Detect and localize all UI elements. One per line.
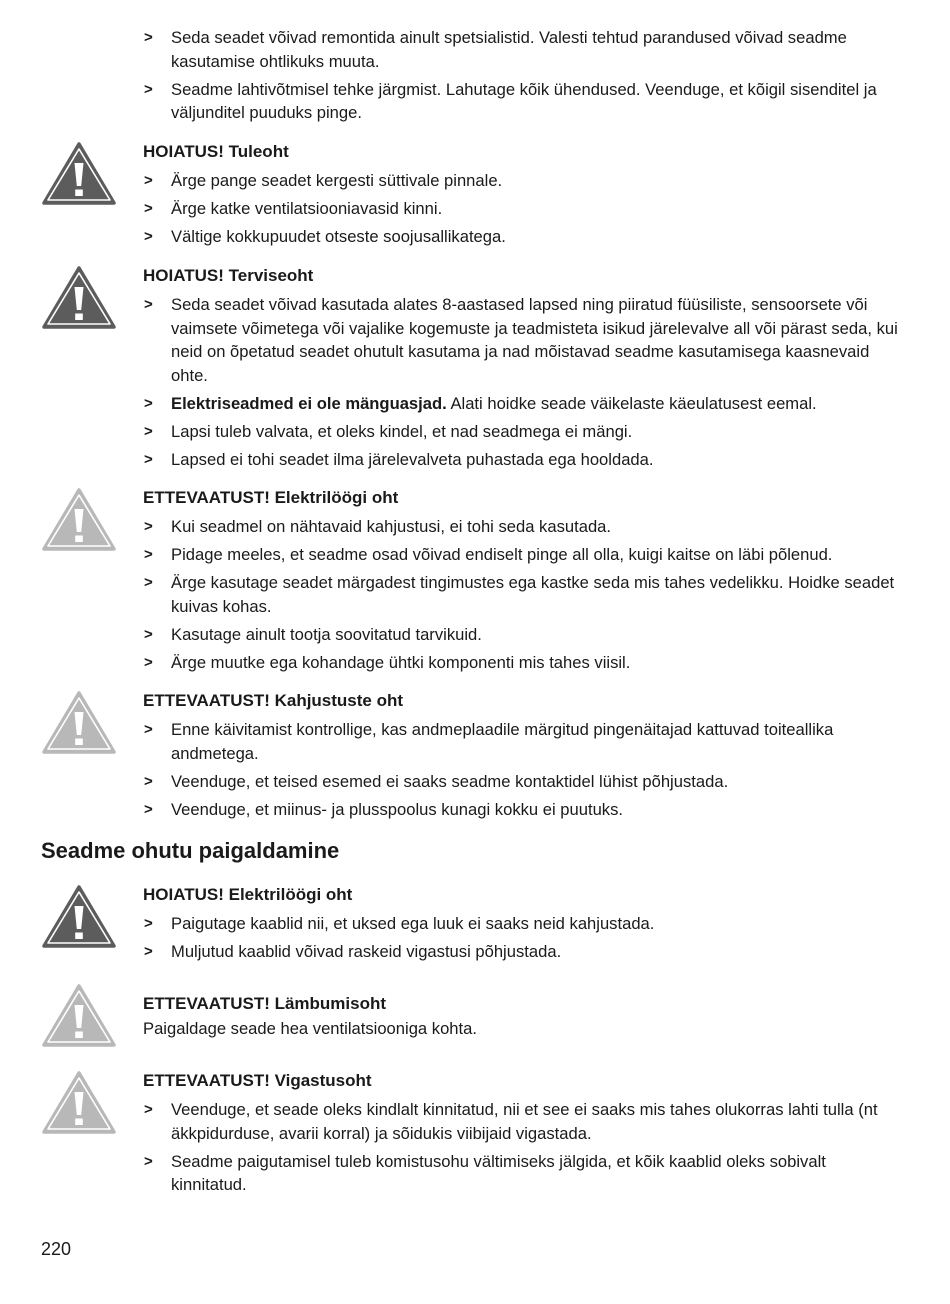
section-heading: Seadme ohutu paigaldamine xyxy=(41,838,340,863)
caution-text: Paigaldage seade hea ventilatsiooniga kohta. xyxy=(143,1019,477,1038)
list-item: > Veenduge, et miinus- ja plusspoolus kunagi kokku ei puutuks. xyxy=(143,798,903,822)
caution-triangle-icon xyxy=(41,690,117,756)
list-item: > Veenduge, et teised esemed ei saaks seadme kontaktidel lühist põhjustada. xyxy=(143,770,903,794)
list-item: > Pidage meeles, et seadme osad võivad endiselt pinge all olla, kuigi kaitse on läbi põlenud. xyxy=(143,543,903,567)
list-item xyxy=(143,392,903,416)
list-item: > Ärge muutke ega kohandage ühtki komponenti mis tahes viisil. xyxy=(143,651,903,675)
list-item: > Seda seadet võivad kasutada alates 8-aastased lapsed ning piiratud füüsiliste, sensoorsete või vaimsete võimetega või vajalike kogemuste ja teadmisteta isikud järelevalve all või pärast seda, kui neid on õpetatud seadet ohutult kasutama ja nad mõistavad seadme kasutamisega kaasnevaid ohte. xyxy=(143,293,903,387)
warning-triangle-icon xyxy=(41,884,117,950)
item-text: Alati hoidke seade väikelaste käeulatusest eemal. xyxy=(446,393,817,413)
caution-list xyxy=(143,1098,903,1197)
caution-list xyxy=(143,515,903,674)
warning-list xyxy=(143,169,903,249)
list-item: > Muljutud kaablid võivad raskeid vigastusi põhjustada. xyxy=(143,940,903,964)
emphasis-text: Elektriseadmed ei ole mänguasjad. xyxy=(171,393,447,413)
caution-list xyxy=(143,718,903,821)
list-item: > Seda seadet võivad remontida ainult spetsialistid. Valesti tehtud parandused võivad seadme kasutamise ohtlikuks muuta. xyxy=(143,26,903,73)
caution-title: ETTEVAATUST! Lämbumisoht xyxy=(143,994,387,1013)
intro-list xyxy=(143,26,903,125)
warning-triangle-icon xyxy=(41,141,117,207)
list-item: > Ärge pange seadet kergesti süttivale pinnale. xyxy=(143,169,903,193)
list-item: > Ärge kasutage seadet märgadest tingimustes ega kastke seda mis tahes vedelikku. Hoidke seadet kuivas kohas. xyxy=(143,571,903,618)
list-item: > Paigutage kaablid nii, et uksed ega luuk ei saaks neid kahjustada. xyxy=(143,912,903,936)
list-item: > Enne käivitamist kontrollige, kas andmeplaadile märgitud pingenäitajad kattuvad toiteallika andmetega. xyxy=(143,718,903,765)
warning-title: HOIATUS! Tuleoht xyxy=(143,142,289,161)
caution-title: ETTEVAATUST! Elektrilöögi oht xyxy=(143,488,399,507)
list-item: > Lapsi tuleb valvata, et oleks kindel, et nad seadmega ei mängi. xyxy=(143,420,903,444)
list-item: > Veenduge, et seade oleks kindlalt kinnitatud, nii et see ei saaks mis tahes olukorras lahti tulla (nt äkkpidurduse, avarii korral) ja sõidukis viibijaid vigastada. xyxy=(143,1098,903,1145)
list-item: > Vältige kokkupuudet otseste soojusallikatega. xyxy=(143,225,903,249)
warning-title: HOIATUS! Terviseoht xyxy=(143,266,314,285)
warning-list xyxy=(143,912,903,964)
warning-triangle-icon xyxy=(41,265,117,331)
list-item: > Lapsed ei tohi seadet ilma järelevalveta puhastada ega hooldada. xyxy=(143,448,903,472)
caution-title: ETTEVAATUST! Kahjustuste oht xyxy=(143,691,404,710)
caution-triangle-icon xyxy=(41,1070,117,1136)
warning-title: HOIATUS! Elektrilöögi oht xyxy=(143,885,353,904)
caution-title: ETTEVAATUST! Vigastusoht xyxy=(143,1071,372,1090)
warning-list xyxy=(143,293,903,471)
list-item: > Seadme lahtivõtmisel tehke järgmist. Lahutage kõik ühendused. Veenduge, et kõigil sisenditel ja väljunditel puuduks pinge. xyxy=(143,78,903,125)
list-item: > Ärge katke ventilatsiooniavasid kinni. xyxy=(143,197,903,221)
list-item: > Kui seadmel on nähtavaid kahjustusi, ei tohi seda kasutada. xyxy=(143,515,903,539)
list-item: > Kasutage ainult tootja soovitatud tarvikuid. xyxy=(143,623,903,647)
caution-triangle-icon xyxy=(41,487,117,553)
page-number: 220 xyxy=(41,1239,72,1259)
caution-triangle-icon xyxy=(41,983,117,1049)
list-item: > Seadme paigutamisel tuleb komistusohu vältimiseks jälgida, et kõik kaablid oleks sobivalt kinnitatud. xyxy=(143,1150,903,1197)
